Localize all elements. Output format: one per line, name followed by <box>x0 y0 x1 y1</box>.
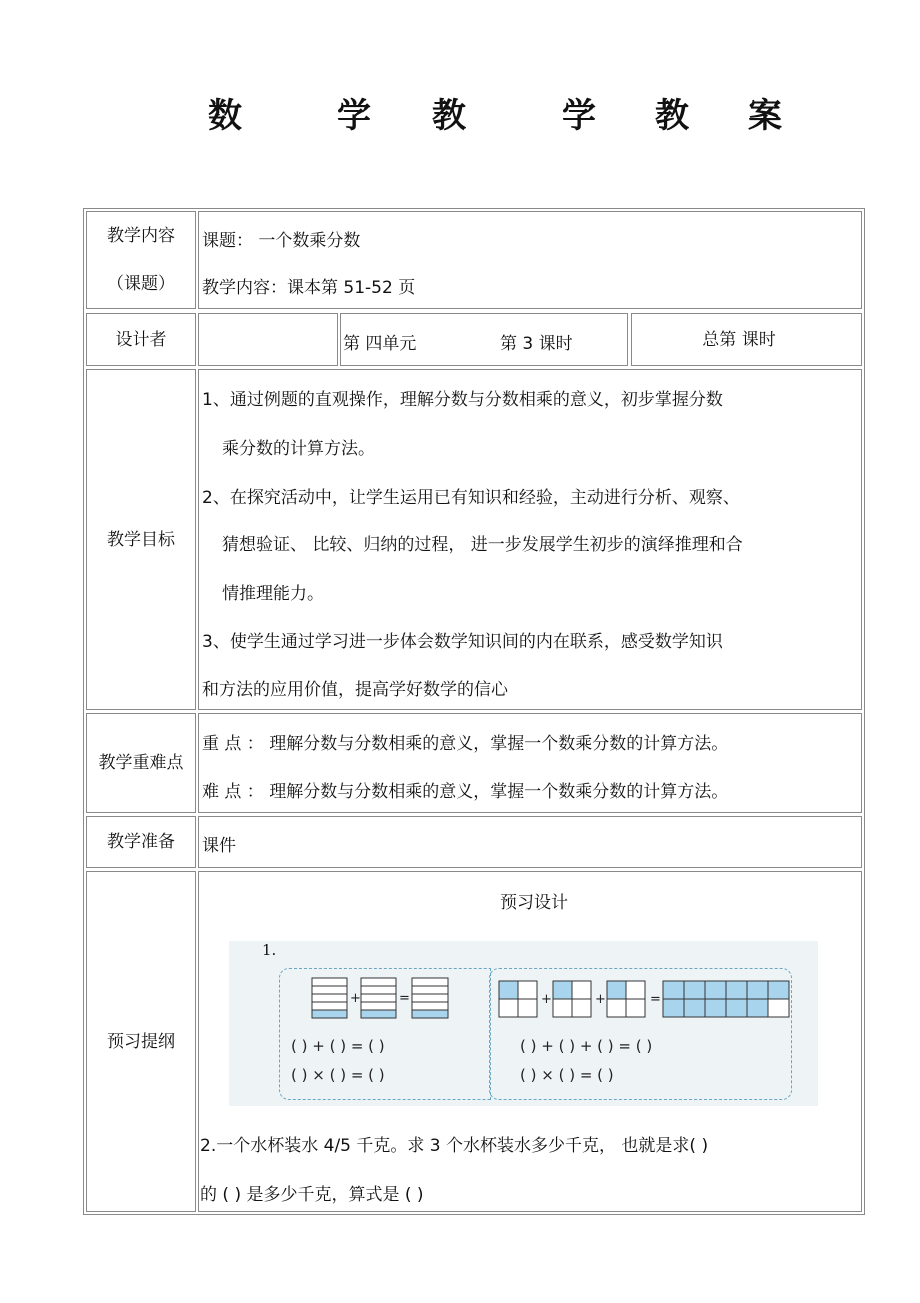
title-char: 案 <box>748 96 782 136</box>
designer-label: 设计者 <box>115 329 167 350</box>
goal-line: 1、通过例题的直观操作，理解分数与分数相乘的意义，初步掌握分数 <box>202 390 723 410</box>
key-point: 重 点 ： 理解分数与分数相乘的意义，掌握一个数乘分数的计算方法。 <box>202 734 729 754</box>
preparation-label: 教学准备 <box>107 832 175 852</box>
right-multiplication-equation: ( ) × ( ) = ( ) <box>520 1066 614 1084</box>
preview-label-cell <box>86 871 196 1212</box>
equals-sign: = <box>650 992 661 1007</box>
goal-line: 猜想验证、 比较、归纳的过程， 进一步发展学生初步的演绎推理和合 <box>222 535 743 555</box>
title-char: 教 <box>655 96 689 136</box>
exercise-figure <box>229 941 818 1106</box>
preview-label: 预习提纲 <box>107 1031 175 1052</box>
title-char: 学 <box>562 96 596 136</box>
plus-sign: + <box>595 992 606 1007</box>
goal-line: 乘分数的计算方法。 <box>222 439 375 459</box>
topic-label-cell <box>86 211 196 309</box>
right-addition-equation: ( ) + ( ) + ( ) = ( ) <box>520 1037 653 1055</box>
plus-sign: + <box>541 992 552 1007</box>
question-2-line2: 的 ( ) 是多少千克，算式是 ( ) <box>200 1185 424 1205</box>
designer-value-cell <box>198 313 338 366</box>
quarter-square <box>499 981 537 1017</box>
fraction-strip <box>312 978 347 1018</box>
title-char: 数 <box>208 96 242 136</box>
unit-number: 第 四单元 <box>343 334 417 354</box>
total-lesson-cell <box>631 313 862 366</box>
title-char: 教 <box>432 96 466 136</box>
goal-line: 2、在探究活动中，让学生运用已有知识和经验，主动进行分析、观察、 <box>202 488 740 508</box>
goal-line: 情推理能力。 <box>222 584 324 604</box>
preview-heading: 预习设计 <box>500 893 568 913</box>
key-points-label: 教学重难点 <box>98 753 184 773</box>
page-title <box>0 96 920 136</box>
goal-line: 3、使学生通过学习进一步体会数学知识间的内在联系，感受数学知识 <box>202 632 723 652</box>
question-2-line1: 2.一个水杯装水 4/5 千克。求 3 个水杯装水多少千克， 也就是求( ) <box>200 1136 709 1156</box>
total-lesson: 总第 课时 <box>702 329 776 350</box>
goals-label: 教学目标 <box>107 529 175 550</box>
title-char: 学 <box>337 96 371 136</box>
preparation-label-cell <box>86 816 196 868</box>
left-addition-equation: ( ) + ( ) = ( ) <box>291 1037 385 1055</box>
quarter-square <box>553 981 591 1017</box>
difficult-point: 难 点 ： 理解分数与分数相乘的意义，掌握一个数乘分数的计算方法。 <box>202 782 729 802</box>
topic-label-line1: 教学内容 <box>107 226 175 246</box>
fraction-strip-result <box>412 978 448 1018</box>
preparation-value-cell <box>198 816 862 868</box>
key-points-label-cell <box>86 713 196 813</box>
plus-sign: + <box>350 991 361 1006</box>
figure-number: 1. <box>262 941 277 959</box>
quarter-square <box>607 981 645 1017</box>
designer-label-cell <box>86 313 196 366</box>
lesson-topic: 课题： 一个数乘分数 <box>202 231 361 251</box>
topic-label-line2: （课题） <box>107 274 175 294</box>
goals-label-cell <box>86 369 196 710</box>
preparation-value: 课件 <box>202 836 236 856</box>
goal-line: 和方法的应用价值，提高学好数学的信心 <box>202 680 508 700</box>
left-multiplication-equation: ( ) × ( ) = ( ) <box>291 1066 385 1084</box>
equals-sign: = <box>399 991 410 1006</box>
lesson-number: 第 3 课时 <box>500 334 573 354</box>
fraction-strip <box>361 978 396 1018</box>
textbook-pages: 教学内容：课本第 51-52 页 <box>202 278 416 298</box>
quarter-square-result <box>663 981 789 1017</box>
